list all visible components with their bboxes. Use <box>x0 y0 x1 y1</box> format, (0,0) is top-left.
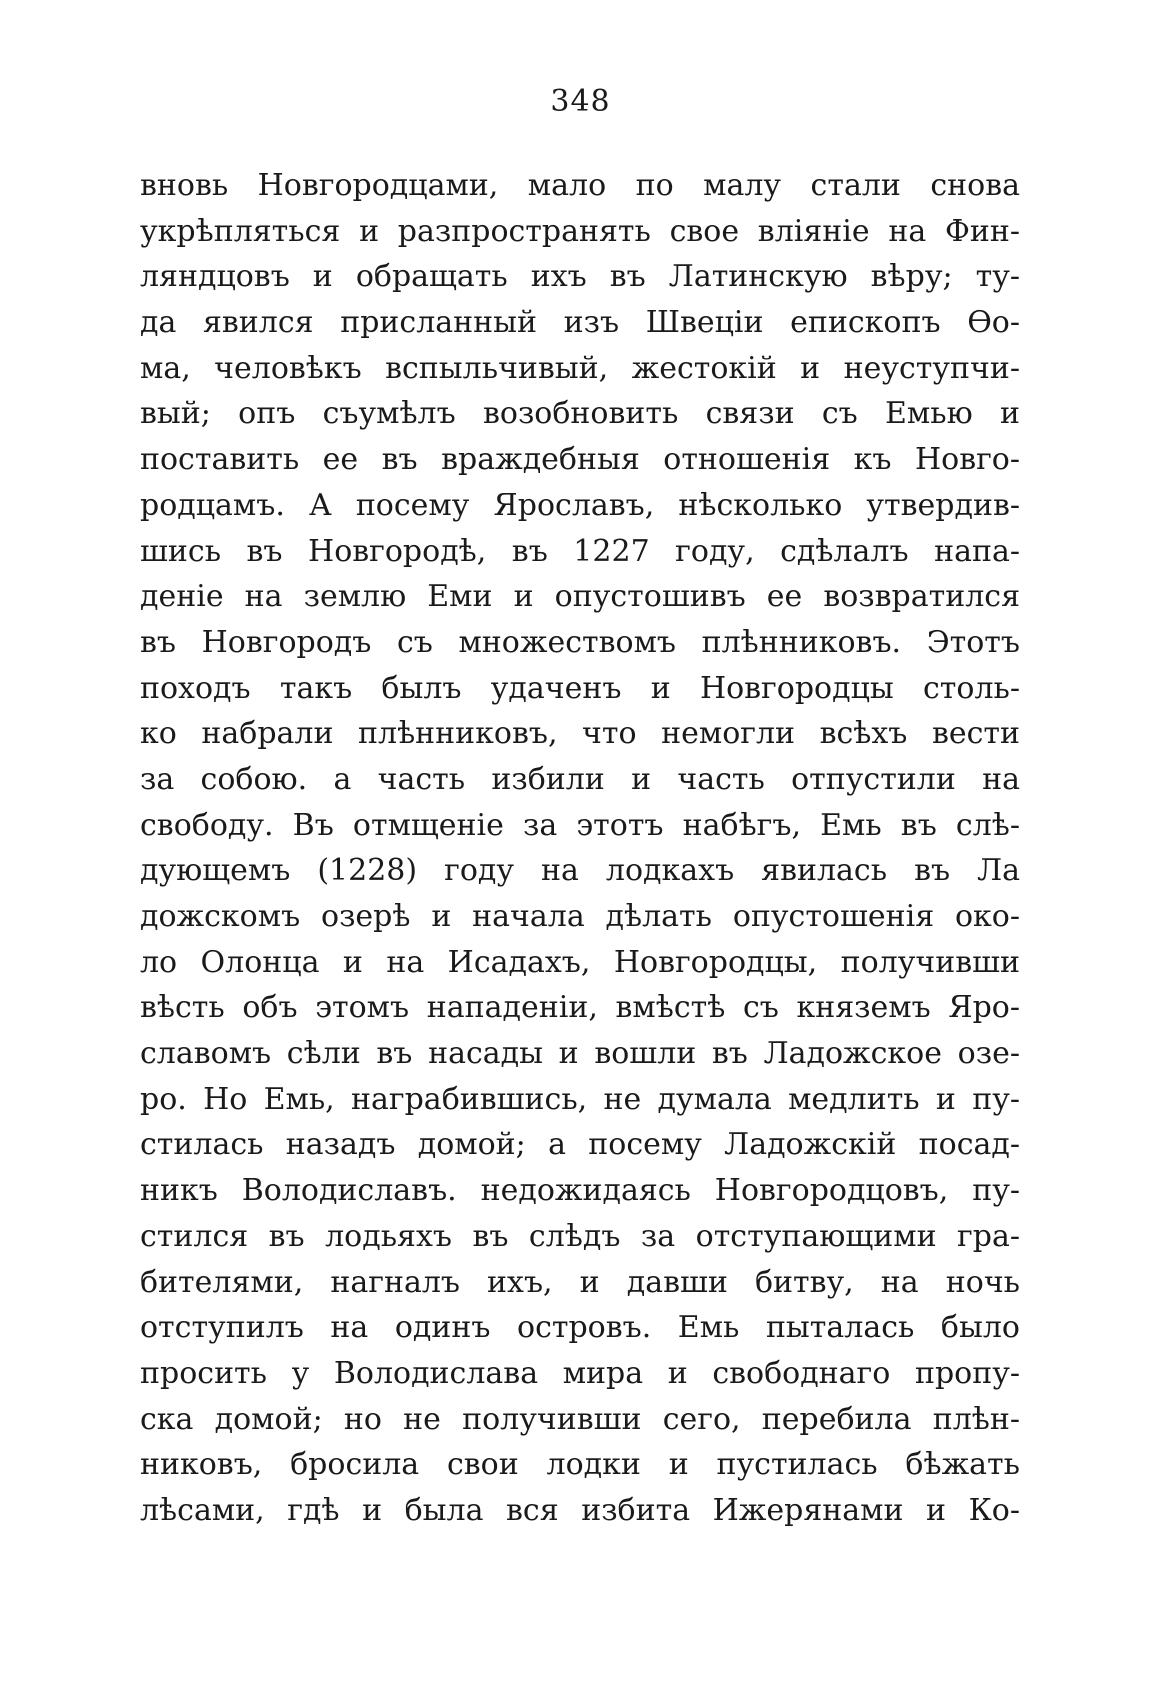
text-line: дующемъ (1228) году на лодкахъ явилась въ Ла <box>140 853 1020 889</box>
text-line: вѣсть объ этомъ нападеніи, вмѣстѣ съ княземъ Яро- <box>140 990 1020 1026</box>
text-line: походъ такъ былъ удаченъ и Новгородцы столь- <box>140 670 1020 706</box>
text-line: въ Новгородъ съ множествомъ плѣнниковъ. Этотъ <box>140 624 1020 660</box>
text-line: никовъ, бросила свои лодки и пустилась бѣжать <box>140 1447 1020 1483</box>
text-line: стилась назадъ домой; а посему Ладожскій посад- <box>140 1127 1020 1163</box>
text-line: ляндцовъ и обращать ихъ въ Латинскую вѣру; ту- <box>140 259 1020 295</box>
text-line: никъ Володиславъ. недожидаясь Новгородцовъ, пу- <box>140 1173 1020 1209</box>
text-line: вый; опъ съумѣлъ возобновить связи съ Емью и <box>140 396 1020 432</box>
text-line: ма, человѣкъ вспыльчивый, жестокій и неуступчи- <box>140 350 1020 386</box>
text-line: шись въ Новгородѣ, въ 1227 году, сдѣлалъ напа- <box>140 533 1020 569</box>
text-line: ло Олонца и на Исадахъ, Новгородцы, получивши <box>140 944 1020 980</box>
text-line: за собою. а часть избили и часть отпустили на <box>140 761 1020 797</box>
text-line: просить у Володислава мира и свободнаго пропу- <box>140 1355 1020 1391</box>
text-line: укрѣпляться и разпространять свое вліяніе на Фин- <box>140 213 1020 249</box>
text-line: деніе на землю Еми и опустошивъ ее возвратился <box>140 579 1020 615</box>
body-text <box>140 163 1020 1534</box>
text-line: стился въ лодьяхъ въ слѣдъ за отступающими гра- <box>140 1218 1020 1254</box>
page-number: 348 <box>550 84 611 119</box>
text-line: свободу. Въ отмщеніе за этотъ набѣгъ, Емь въ слѣ- <box>140 807 1020 843</box>
text-line: да явился присланный изъ Швеціи епископъ Ѳо- <box>140 305 1020 341</box>
text-line: дожскомъ озерѣ и начала дѣлать опустошенія око- <box>140 899 1020 934</box>
text-line: ко набрали плѣнниковъ, что немогли всѣхъ вести <box>140 716 1020 752</box>
text-line: славомъ сѣли въ насады и вошли въ Ладожское озе- <box>140 1036 1020 1072</box>
text-line: родцамъ. А посему Ярославъ, нѣсколько утвердив- <box>140 487 1020 523</box>
text-line: бителями, нагналъ ихъ, и давши битву, на ночь <box>140 1264 1020 1300</box>
text-line: отступилъ на одинъ островъ. Емь пыталась было <box>140 1310 1020 1346</box>
text-line: ро. Но Емь, награбившись, не думала медлить и пу- <box>140 1081 1020 1117</box>
text-line: поставить ее въ враждебныя отношенія къ Новго- <box>140 442 1020 478</box>
text-line: вновь Новгородцами, мало по малу стали снова <box>140 168 1020 203</box>
text-line: ска домой; но не получивши сего, перебила плѣн- <box>140 1401 1020 1437</box>
text-line: лѣсами, гдѣ и была вся избита Ижерянами и Ко- <box>140 1492 1020 1528</box>
